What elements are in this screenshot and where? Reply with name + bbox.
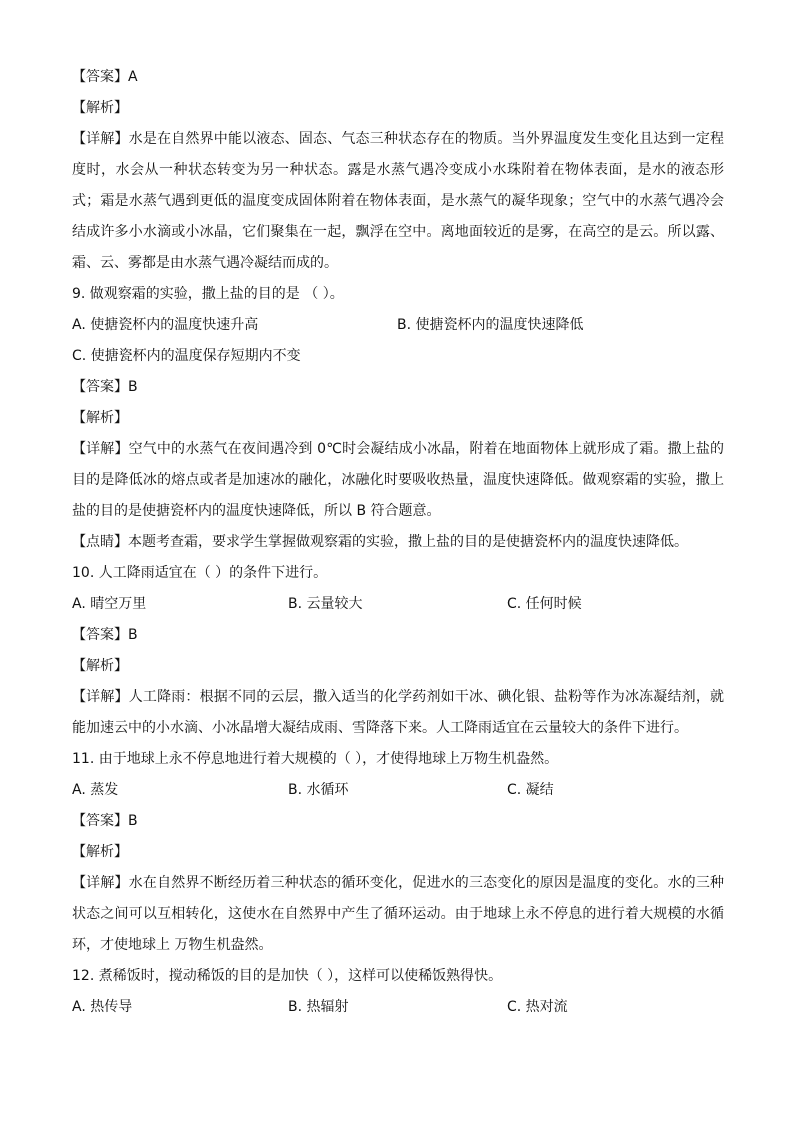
q12-option-c: C. 热对流 (507, 999, 568, 1015)
q9-option-c: C. 使搪瓷杯内的温度保存短期内不变 (72, 348, 301, 364)
q11-option-a: A. 蒸发 (72, 782, 119, 798)
q11-analysis-label: 【解析】 (72, 844, 128, 860)
q11-options (72, 775, 724, 806)
q11-option-b: B. 水循环 (288, 782, 349, 798)
q8-answer (72, 62, 724, 93)
q9-answer (72, 372, 724, 403)
q10-question: 10. 人工降雨适宜在（ ）的条件下进行。 (72, 565, 328, 581)
q10-analysis-label: 【解析】 (72, 658, 128, 674)
q9-options-row-1 (72, 310, 724, 341)
detail-label: 【详解】 (72, 131, 129, 147)
q11-answer (72, 806, 724, 837)
answer-value: A (128, 69, 138, 85)
q10-options (72, 589, 724, 620)
q10-option-c: C. 任何时候 (507, 596, 582, 612)
answer-label: 【答案】 (72, 813, 128, 829)
q11-detail (72, 868, 724, 961)
q9-analysis-label: 【解析】 (72, 410, 128, 426)
q12-option-b: B. 热辐射 (288, 999, 349, 1015)
detail-label: 【详解】 (72, 441, 129, 457)
q9-option-a: A. 使搪瓷杯内的温度快速升高 (72, 317, 259, 333)
comment-label: 【点睛】 (72, 534, 128, 550)
q10-option-a: A. 晴空万里 (72, 596, 147, 612)
detail-text: 水在自然界不断经历着三种状态的循环变化，促进水的三态变化的原因是温度的变化。水的三种状态之间可以互相转化，这使水在自然界中产生了循环运动。由于地球上永不停息的进行着大规模的水循环，才使地球上 万物生机盎然。 (72, 875, 725, 953)
detail-text: 人工降雨：根据不同的云层，撒入适当的化学药剂如干冰、碘化银、盐粉等作为冰冻凝结剂，就能加速云中的小水滴、小冰晶增大凝结成雨、雪降落下来。人工降雨适宜在云量较大的条件下进行。 (72, 689, 725, 736)
answer-label: 【答案】 (72, 379, 128, 395)
answer-label: 【答案】 (72, 627, 128, 643)
comment-text: 本题考查霜，要求学生掌握做观察霜的实验，撒上盐的目的是使搪瓷杯内的温度快速降低。 (128, 534, 688, 550)
q9-comment (72, 527, 724, 558)
detail-text: 空气中的水蒸气在夜间遇冷到 0℃时会凝结成小冰晶，附着在地面物体上就形成了霜。撒上盐的目的是降低冰的熔点或者是加速冰的融化，冰融化时要吸收热量，温度快速降低。做观察霜的实验，撒上盐的目的是使搪瓷杯内的温度快速降低，所以 B 符合题意。 (72, 441, 725, 519)
detail-text: 水是在自然界中能以液态、固态、气态三种状态存在的物质。当外界温度发生变化且达到一定程度时，水会从一种状态转变为另一种状态。露是水蒸气遇冷变成小水珠附着在物体表面，是水的液态形式；霜是水蒸气遇到更低的温度变成固体附着在物体表面，是水蒸气的凝华现象；空气中的水蒸气遇冷会结成许多小水滴或小冰晶，它们聚集在一起，飘浮在空中。离地面较近的是雾，在高空的是云。所以露、霜、云、雾都是由水蒸气遇冷凝结而成的。 (72, 131, 725, 271)
detail-label: 【详解】 (72, 875, 129, 891)
q9-detail (72, 434, 724, 527)
q8-analysis-label: 【解析】 (72, 100, 128, 116)
q8-detail (72, 124, 724, 279)
document-page (72, 62, 724, 1023)
q12-question: 12. 煮稀饭时，搅动稀饭的目的是加快（ ），这样可以使稀饭熟得快。 (72, 968, 503, 984)
q12-options (72, 992, 724, 1023)
q11-question: 11. 由于地球上永不停息地进行着大规模的（ ），才使得地球上万物生机盎然。 (72, 751, 559, 767)
answer-label: 【答案】 (72, 69, 128, 85)
q10-option-b: B. 云量较大 (288, 596, 363, 612)
q12-option-a: A. 热传导 (72, 999, 133, 1015)
answer-value: B (128, 813, 138, 829)
answer-value: B (128, 379, 138, 395)
q9-option-b: B. 使搪瓷杯内的温度快速降低 (397, 317, 584, 333)
detail-label: 【详解】 (72, 689, 129, 705)
answer-value: B (128, 627, 138, 643)
q10-answer (72, 620, 724, 651)
q10-detail (72, 682, 724, 744)
q11-option-c: C. 凝结 (507, 782, 554, 798)
q9-question: 9. 做观察霜的实验，撒上盐的目的是 （ ）。 (72, 286, 344, 302)
